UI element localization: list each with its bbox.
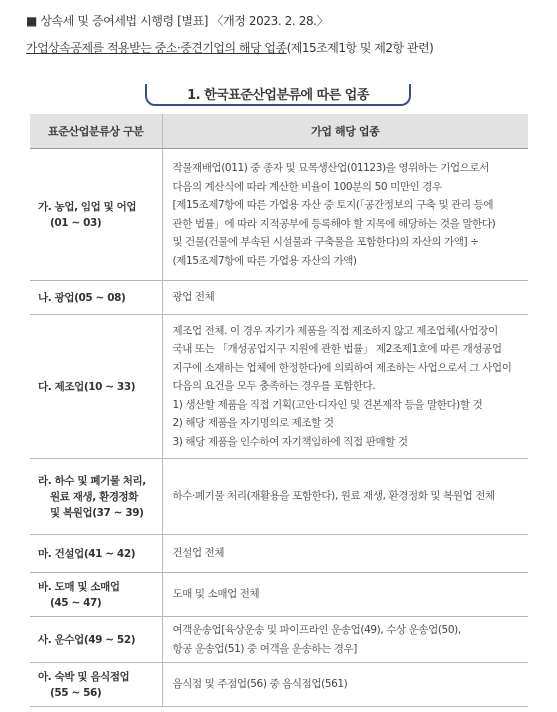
table-row	[30, 281, 528, 315]
column-header-business: 가업 해당 업종	[162, 114, 528, 149]
row-description	[162, 617, 528, 663]
category-line: (55 ~ 56)	[50, 686, 102, 699]
description-line: 광업 전체	[172, 291, 215, 304]
category-line: 아. 숙박 및 음식점업	[38, 670, 130, 683]
industry-table	[30, 114, 528, 707]
table-row	[30, 617, 528, 663]
description-line: 관한 법률」에 따라 지적공부에 등록해야 할 지목에 해당하는 것을 말한다)	[172, 217, 496, 230]
category-line: 나. 광업(05 ~ 08)	[38, 291, 126, 304]
row-description	[162, 149, 528, 281]
description-line: 3) 해당 제품을 인수하여 자기책임하에 직접 판매할 것	[172, 435, 408, 448]
table-row	[30, 315, 528, 459]
description-line: 도매 및 소매업 전체	[172, 588, 260, 601]
table-caption	[26, 40, 433, 56]
row-category	[30, 149, 162, 281]
row-category	[30, 281, 162, 315]
row-category	[30, 663, 162, 707]
row-description	[162, 315, 528, 459]
row-category	[30, 459, 162, 535]
caption-rest: (제15조제1항 및 제2항 관련)	[286, 41, 434, 55]
category-line: 및 복원업(37 ~ 39)	[50, 506, 144, 519]
section-title: 1. 한국표준산업분류에 따른 업종	[187, 88, 369, 103]
category-line: 라. 하수 및 폐기물 처리,	[38, 474, 146, 487]
category-line: 마. 건설업(41 ~ 42)	[38, 547, 136, 560]
row-category	[30, 315, 162, 459]
category-line: (01 ~ 03)	[50, 216, 102, 229]
description-line: 다음의 계산식에 따라 계산한 비율이 100분의 50 미만인 경우	[172, 180, 442, 193]
row-category	[30, 617, 162, 663]
description-line: 여객운송업[육상운송 및 파이프라인 운송업(49), 수상 운송업(50),	[172, 624, 461, 636]
category-line: 가. 농업, 임업 및 어업	[38, 200, 137, 213]
category-line: (45 ~ 47)	[50, 596, 102, 609]
table-header-row	[30, 114, 528, 149]
table-row	[30, 459, 528, 535]
document-title: ■ 상속세 및 증여세법 시행령 [별표] 〈개정 2023. 2. 28.〉	[26, 14, 329, 28]
caption-underlined: 가업상속공제를 적용받는 중소·중견기업의 해당 업종	[26, 41, 287, 55]
description-line: 하수·폐기물 처리(재활용을 포함한다), 원료 재생, 환경정화 및 복원업 전체	[172, 490, 495, 503]
category-line: 다. 제조업(10 ~ 33)	[38, 380, 136, 393]
row-description	[162, 573, 528, 617]
section-title-tab	[145, 84, 411, 106]
description-line: 작물재배업(011) 중 종자 및 묘목생산업(01123)을 영위하는 기업으로서	[172, 162, 489, 174]
description-line: 1) 생산할 제품을 직접 기획(고안·디자인 및 견본제작 등을 말한다)할 것	[172, 398, 483, 411]
row-description	[162, 663, 528, 707]
row-category	[30, 535, 162, 573]
row-description	[162, 459, 528, 535]
description-line: 항공 운송업(51) 중 여객을 운송하는 경우]	[172, 642, 357, 655]
description-line: 제조업 전체. 이 경우 자기가 제품을 직접 제조하지 않고 제조업체(사업장이	[172, 324, 498, 337]
category-line: 원료 재생, 환경정화	[50, 490, 139, 503]
description-line: (제15조제7항에 따른 가업용 자산의 가액)	[172, 254, 357, 267]
description-line: 다음의 요건을 모두 충족하는 경우를 포함한다.	[172, 380, 376, 393]
description-line: 2) 해당 제품을 자기명의로 제조할 것	[172, 417, 334, 430]
description-line: 음식점 및 주점업(56) 중 음식점업(561)	[172, 678, 348, 691]
description-line: 건설업 전체	[172, 547, 225, 560]
description-line: 지구에 소재하는 업체에 한정한다)에 의뢰하여 제조하는 사업으로서 그 사업이	[172, 361, 512, 374]
column-header-category: 표준산업분류상 구분	[30, 114, 162, 149]
description-line: 및 건물(건물에 부속된 시설물과 구축물을 포함한다)의 자산의 가액] ÷	[172, 236, 479, 248]
row-description	[162, 281, 528, 315]
table-row	[30, 149, 528, 281]
description-line: 국내 또는 「개성공업지구 지원에 관한 법률」 제2조제1호에 따른 개성공업	[172, 343, 502, 356]
category-line: 바. 도매 및 소매업	[38, 580, 120, 593]
table-row	[30, 573, 528, 617]
description-line: [제15조제7항에 따른 가업용 자산 중 토지(「공간정보의 구축 및 관리 등에	[172, 199, 494, 211]
table-row	[30, 663, 528, 707]
row-description	[162, 535, 528, 573]
table-row	[30, 535, 528, 573]
row-category	[30, 573, 162, 617]
category-line: 사. 운수업(49 ~ 52)	[38, 633, 136, 646]
